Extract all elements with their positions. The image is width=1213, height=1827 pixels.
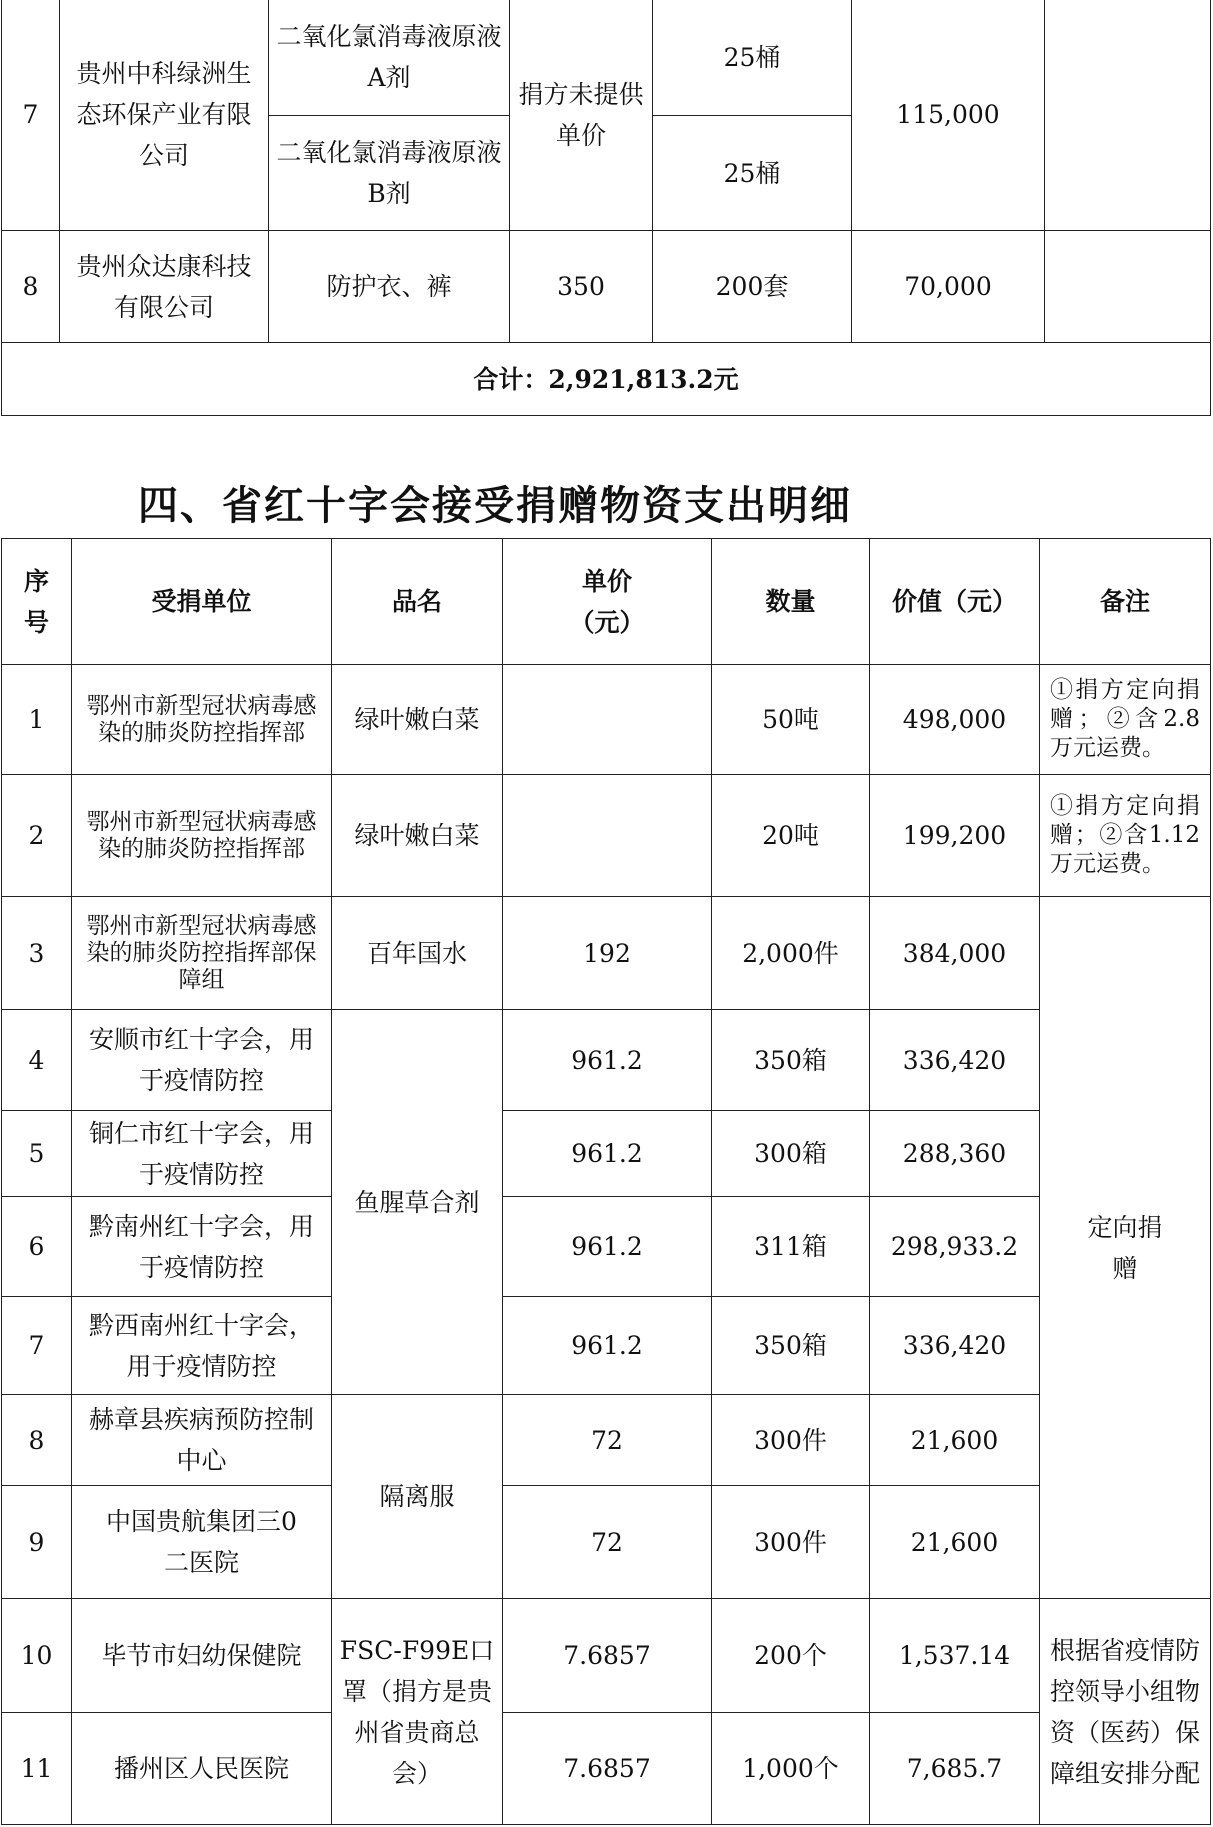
recipient: 铜仁市红十字会，用于疫情防控 (72, 1111, 332, 1197)
header-row (2, 539, 1211, 665)
note: ①捐方定向捐赠；②含2.8万元运费。 (1040, 665, 1211, 775)
table-row (2, 1010, 1211, 1111)
unit-price: 961.2 (503, 1297, 712, 1395)
unit-price: 7.6857 (503, 1599, 712, 1713)
item-name: 百年国水 (332, 897, 503, 1010)
table-row (2, 231, 1211, 343)
recipient: 中国贵航集团三0二医院 (72, 1486, 332, 1599)
header-note: 备注 (1040, 539, 1211, 665)
recipient: 鄂州市新型冠状病毒感染的肺炎防控指挥部保障组 (72, 897, 332, 1010)
unit-price: 72 (503, 1486, 712, 1599)
note-allocation: 根据省疫情防控领导小组物资（医药）保障组安排分配 (1040, 1599, 1211, 1825)
value: 288,360 (870, 1111, 1040, 1197)
table-row (2, 1486, 1211, 1599)
value: 1,537.14 (870, 1599, 1040, 1713)
item-name: 绿叶嫩白菜 (332, 665, 503, 775)
unit-price: 192 (503, 897, 712, 1010)
header-unit-price: 单价（元） (503, 539, 712, 665)
recipient: 鄂州市新型冠状病毒感染的肺炎防控指挥部 (72, 665, 332, 775)
value: 498,000 (870, 665, 1040, 775)
section-title: 四、省红十字会接受捐赠物资支出明细 (138, 483, 852, 529)
quantity: 50吨 (712, 665, 870, 775)
header-no: 序号 (2, 539, 72, 665)
row-number: 4 (2, 1010, 72, 1111)
item-name: FSC-F99E口罩（捐方是贵州省贵商总会） (332, 1599, 503, 1825)
unit-price: 350 (510, 231, 653, 343)
quantity: 200套 (653, 231, 852, 343)
item-name: 防护衣、裤 (269, 231, 510, 343)
quantity: 300件 (712, 1486, 870, 1599)
quantity: 300箱 (712, 1111, 870, 1197)
value: 21,600 (870, 1486, 1040, 1599)
row-number: 7 (2, 0, 60, 231)
value: 336,420 (870, 1297, 1040, 1395)
recipient: 鄂州市新型冠状病毒感染的肺炎防控指挥部 (72, 775, 332, 897)
recipient: 黔西南州红十字会，用于疫情防控 (72, 1297, 332, 1395)
quantity: 20吨 (712, 775, 870, 897)
value: 298,933.2 (870, 1197, 1040, 1297)
note (1045, 231, 1211, 343)
table-row (2, 897, 1211, 1010)
table-row (2, 1197, 1211, 1297)
note (1045, 0, 1211, 231)
quantity: 200个 (712, 1599, 870, 1713)
unit-price: 961.2 (503, 1010, 712, 1111)
quantity: 25桶 (653, 116, 852, 231)
row-number: 3 (2, 897, 72, 1010)
quantity: 350箱 (712, 1297, 870, 1395)
recipient: 赫章县疾病预防控制中心 (72, 1395, 332, 1486)
row-number: 10 (2, 1599, 72, 1713)
table-row (2, 775, 1211, 897)
unit-price: 961.2 (503, 1111, 712, 1197)
value: 21,600 (870, 1395, 1040, 1486)
row-number: 6 (2, 1197, 72, 1297)
note: ①捐方定向捐赠；②含1.12万元运费。 (1040, 775, 1211, 897)
donation-receipt-table (1, 0, 1211, 416)
recipient: 安顺市红十字会，用于疫情防控 (72, 1010, 332, 1111)
row-number: 9 (2, 1486, 72, 1599)
unit-price: 72 (503, 1395, 712, 1486)
item-name: 二氧化氯消毒液原液B剂 (269, 116, 510, 231)
row-number: 7 (2, 1297, 72, 1395)
table-row (2, 665, 1211, 775)
value: 7,685.7 (870, 1713, 1040, 1825)
value: 199,200 (870, 775, 1040, 897)
note-directed: 定向捐赠 (1040, 897, 1211, 1599)
item-name: 隔离服 (332, 1395, 503, 1599)
total-row (2, 343, 1211, 416)
recipient: 毕节市妇幼保健院 (72, 1599, 332, 1713)
quantity: 25桶 (653, 0, 852, 116)
row-number: 5 (2, 1111, 72, 1197)
item-name: 绿叶嫩白菜 (332, 775, 503, 897)
unit-price (503, 775, 712, 897)
quantity: 311箱 (712, 1197, 870, 1297)
quantity: 300件 (712, 1395, 870, 1486)
header-quantity: 数量 (712, 539, 870, 665)
donation-expenditure-table (1, 538, 1211, 1825)
value: 336,420 (870, 1010, 1040, 1111)
item-name: 二氧化氯消毒液原液A剂 (269, 0, 510, 116)
row-number: 8 (2, 231, 60, 343)
quantity: 350箱 (712, 1010, 870, 1111)
unit-price: 捐方未提供单价 (510, 0, 653, 231)
header-recipient: 受捐单位 (72, 539, 332, 665)
header-value: 价值（元） (870, 539, 1040, 665)
table-row (2, 1713, 1211, 1825)
unit-price: 7.6857 (503, 1713, 712, 1825)
row-number: 11 (2, 1713, 72, 1825)
table-row (2, 1111, 1211, 1197)
unit-price (503, 665, 712, 775)
quantity: 2,000件 (712, 897, 870, 1010)
unit-price: 961.2 (503, 1197, 712, 1297)
value: 384,000 (870, 897, 1040, 1010)
recipient: 黔南州红十字会，用于疫情防控 (72, 1197, 332, 1297)
row-number: 1 (2, 665, 72, 775)
table-row (2, 0, 1211, 116)
item-name: 鱼腥草合剂 (332, 1010, 503, 1395)
row-number: 8 (2, 1395, 72, 1486)
table-row (2, 1297, 1211, 1395)
table-row (2, 1395, 1211, 1486)
quantity: 1,000个 (712, 1713, 870, 1825)
donor-name: 贵州中科绿洲生态环保产业有限公司 (60, 0, 269, 231)
table-row (2, 1599, 1211, 1713)
header-item: 品名 (332, 539, 503, 665)
value: 70,000 (852, 231, 1045, 343)
value: 115,000 (852, 0, 1045, 231)
row-number: 2 (2, 775, 72, 897)
total-amount: 合计：2,921,813.2元 (2, 343, 1211, 416)
donor-name: 贵州众达康科技有限公司 (60, 231, 269, 343)
recipient: 播州区人民医院 (72, 1713, 332, 1825)
